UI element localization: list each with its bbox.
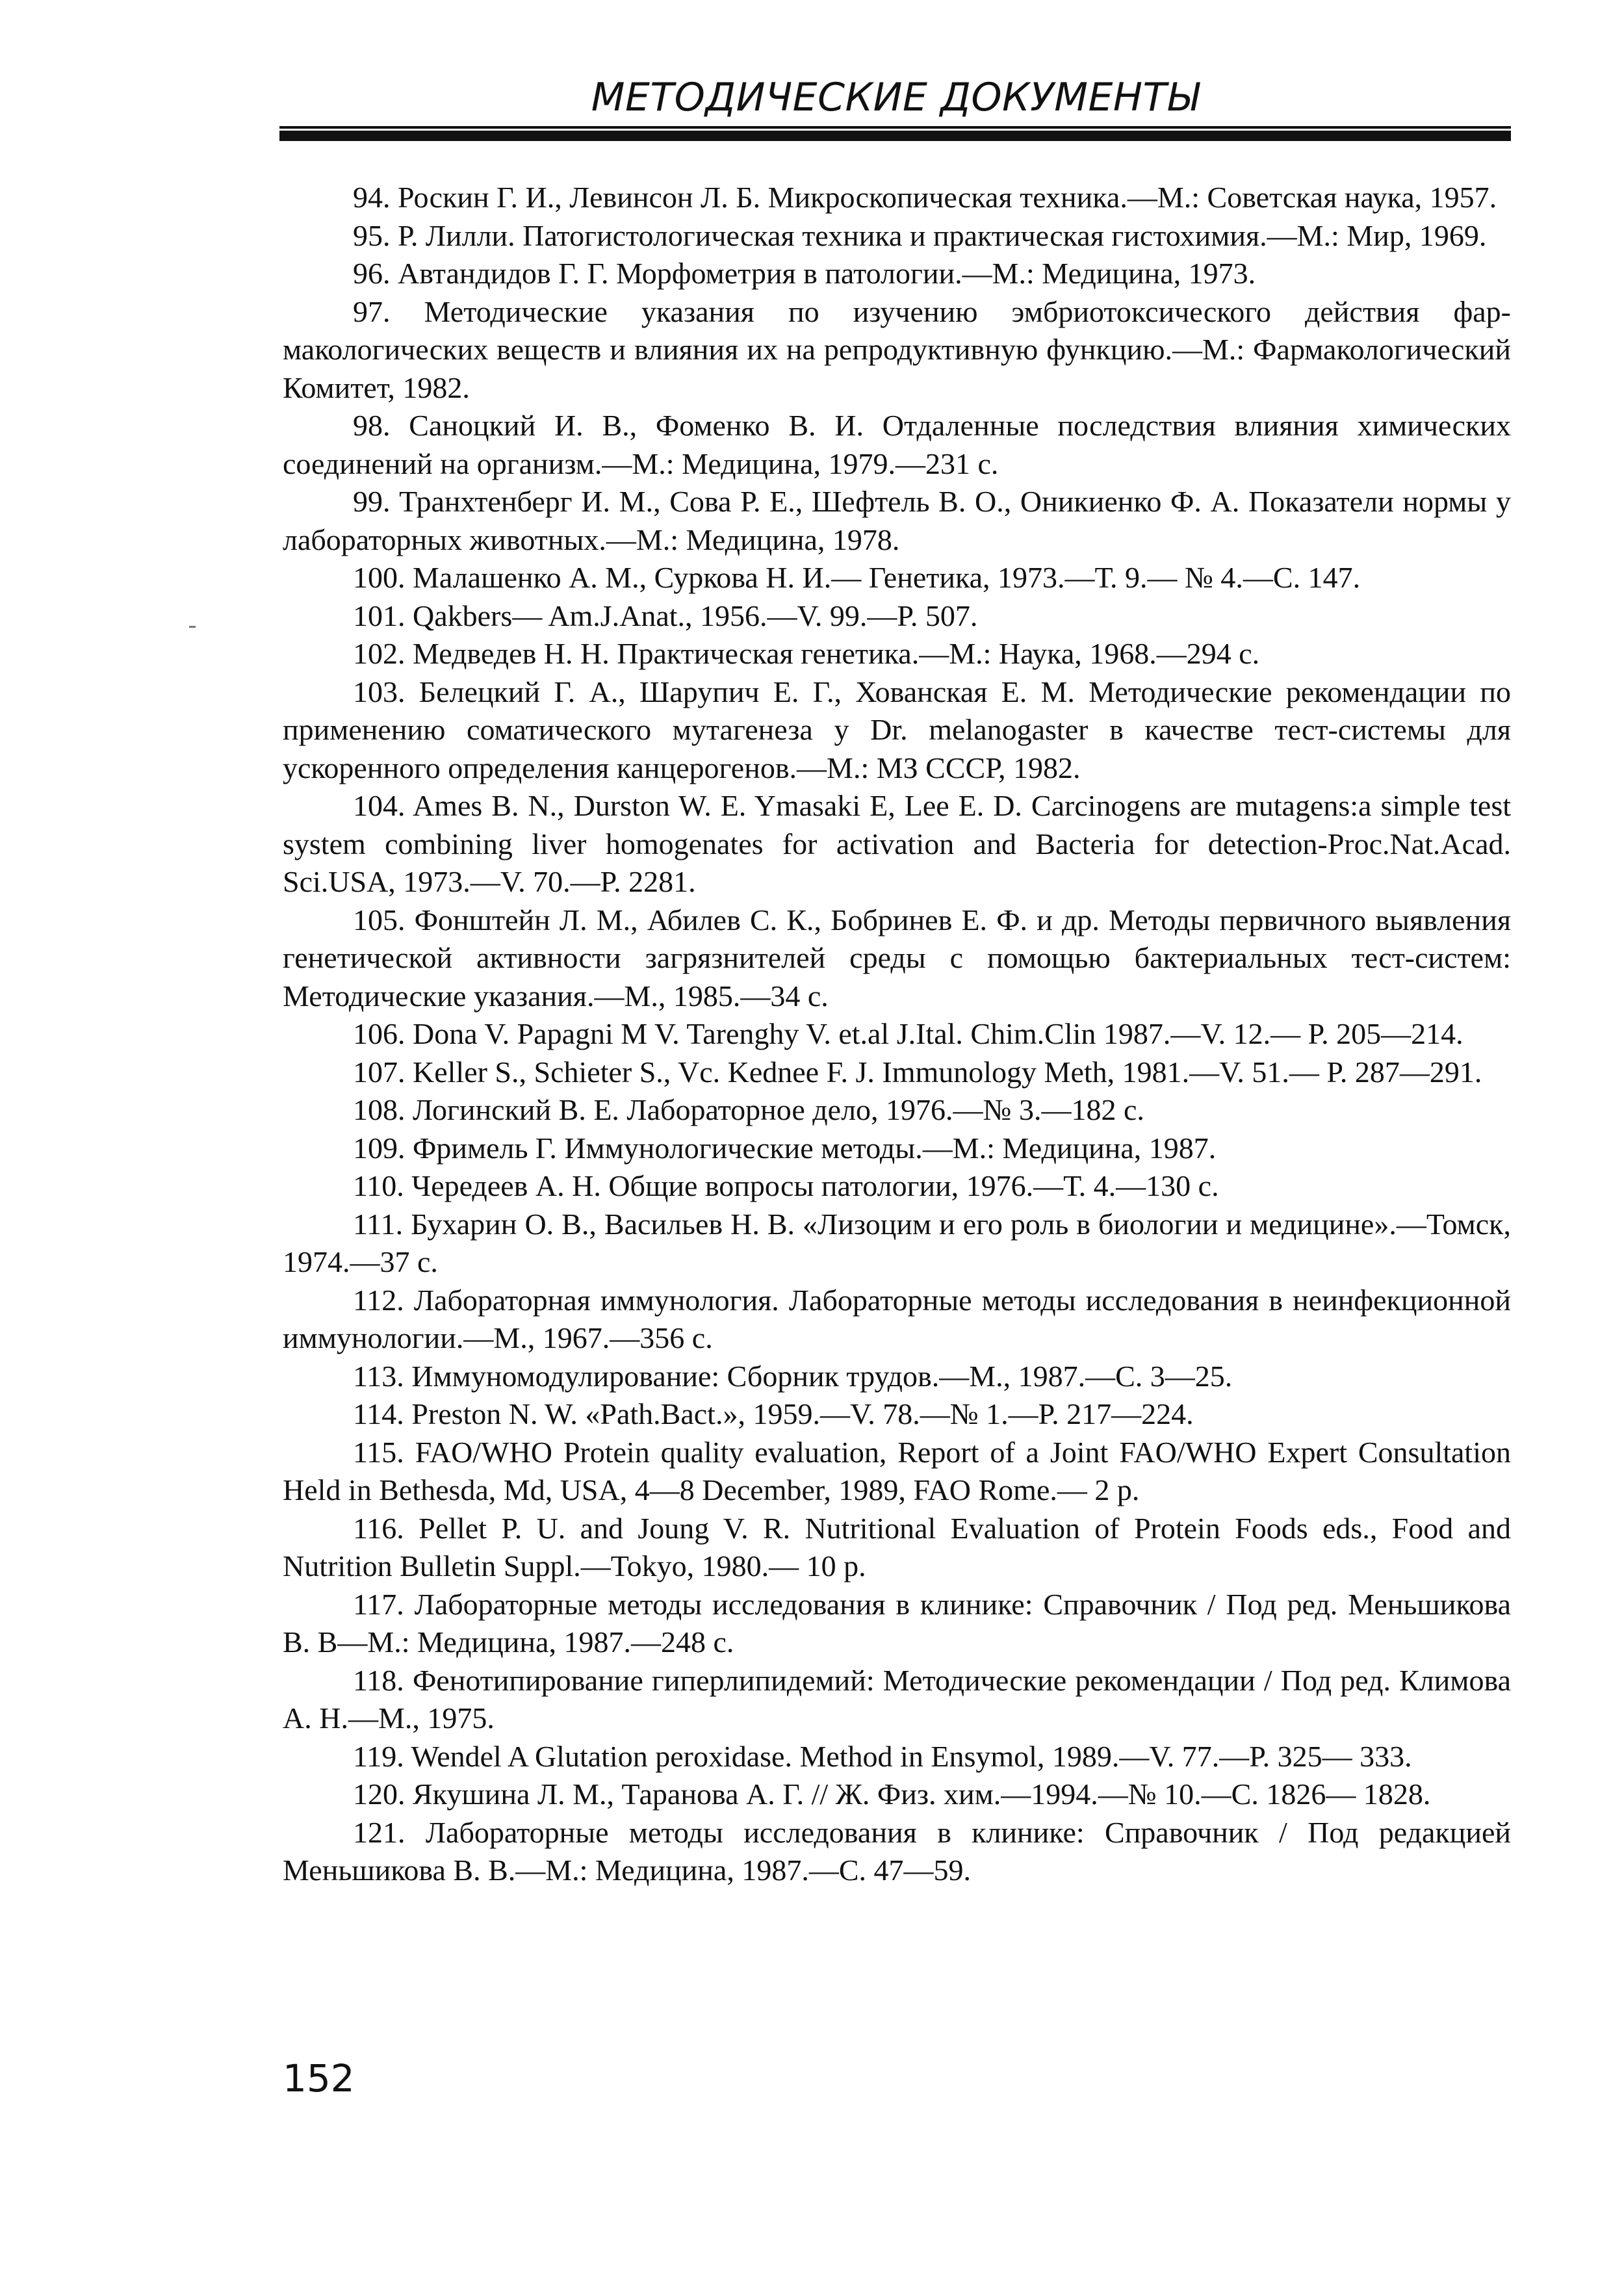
reference-item: 94. Роскин Г. И., Левинсон Л. Б. Микроскопическая техника.—М.: Советская наука, 1957. [353, 181, 1497, 214]
reference-item: 104. Ames B. N., Durston W. E. Ymasaki E, Lee E. D. Carcinogens are mutagens:a simple test system combining liver homogenates for activation and Bacteria for detection-Proc.Nat.Acad. Sci.USA, 1973.—V. 70.—P. 2281. [283, 789, 1511, 898]
header-rule-thick [279, 131, 1511, 141]
margin-mark [189, 626, 196, 628]
reference-item: 102. Медведев Н. Н. Практическая генетика.—М.: Наука, 1968.—294 с. [353, 637, 1260, 670]
reference-item: 121. Лабораторные методы исследования в клинике: Справочник / Под редакцией Меньшикова В. В.—М.: Медицина, 1987.—С. 47—59. [283, 1815, 1511, 1887]
reference-item: 114. Preston N. W. «Path.Bact.», 1959.—V. 78.—№ 1.—P. 217—224. [353, 1397, 1194, 1430]
reference-item: 100. Малашенко А. М., Суркова Н. И.— Генетика, 1973.—Т. 9.— № 4.—С. 147. [353, 561, 1361, 594]
reference-item: 107. Keller S., Schieter S., Vc. Kednee F. J. Immunology Meth, 1981.—V. 51.— P. 287—291. [353, 1055, 1482, 1089]
reference-item: 99. Транхтенберг И. М., Сова Р. Е., Шефтель В. О., Оникиенко Ф. А. Показатели нормы у лабораторных животных.—М.: Медицина, 1978. [283, 485, 1511, 556]
reference-item: 112. Лабораторная иммунология. Лабораторные методы исследования в неинфекционной иммунологии.—М., 1967.—356 с. [283, 1283, 1511, 1354]
reference-item: 119. Wendel A Glutation peroxidase. Method in Ensymol, 1989.—V. 77.—P. 325— 333. [353, 1739, 1412, 1773]
reference-item: 117. Лабораторные методы исследования в клинике: Справочник / Под ред. Меньшикова В. В—М.: Медицина, 1987.—248 с. [283, 1587, 1511, 1659]
reference-item: 106. Dona V. Papagni M V. Tarenghy V. et.al J.Ital. Chim.Clin 1987.—V. 12.— P. 205—214. [353, 1017, 1463, 1050]
reference-item: 110. Чередеев А. Н. Общие вопросы патологии, 1976.—Т. 4.—130 с. [353, 1169, 1219, 1202]
reference-item: 118. Фенотипирование гиперлипидемий: Методические рекомендации / Под ред. Климова А. Н.—М., 1975. [283, 1663, 1511, 1735]
reference-item: 109. Фримель Г. Иммунологические методы.—М.: Медицина, 1987. [353, 1131, 1217, 1165]
reference-item: 101. Qakbers— Am.J.Anat., 1956.—V. 99.—P. 507. [353, 599, 978, 632]
reference-item: 120. Якушина Л. М., Таранова А. Г. // Ж. Физ. хим.—1994.—№ 10.—С. 1826— 1828. [353, 1777, 1431, 1811]
reference-list [283, 179, 1511, 1890]
reference-item: 108. Логинский В. Е. Лабораторное дело, 1976.—№ 3.—182 с. [353, 1093, 1144, 1126]
reference-item: 97. Методические указания по изучению эмбриотоксического действия фармакологических веществ и влияния их на репродуктивную функцию.—М.: Фармакологический Комитет, 1982. [283, 294, 1511, 404]
reference-item: 111. Бухарин О. В., Васильев Н. В. «Лизоцим и его роль в биологии и медицине».—Томск, 1974.—37 с. [283, 1207, 1511, 1278]
running-header-title: МЕТОДИЧЕСКИЕ ДОКУМЕНТЫ [591, 75, 1200, 120]
page-number: 152 [283, 2056, 355, 2100]
reference-item: 95. Р. Лилли. Патогистологическая техника и практическая гистохимия.—М.: Мир, 1969. [353, 218, 1487, 252]
reference-item: 115. FAO/WHO Protein quality evaluation, Report of a Joint FAO/WHO Expert Consultation Held in Bethesda, Md, USA, 4—8 December, 1989, FAO Rome.— 2 p. [283, 1435, 1511, 1506]
reference-item: 113. Иммуномодулирование: Сборник трудов.—М., 1987.—С. 3—25. [353, 1359, 1233, 1393]
reference-item: 116. Pellet P. U. and Joung V. R. Nutritional Evaluation of Protein Foods eds., Food and Nutrition Bulletin Suppl.—Tokyo, 1980.— 10 p. [283, 1511, 1511, 1583]
reference-item: 103. Белецкий Г. А., Шарупич Е. Г., Хованская Е. М. Методические рекомендации по применению соматического мутагенеза у Dr. melanogaster в качестве тест-системы для ускоренного определения канцерогенов.—М.: МЗ СССР, 1982. [283, 675, 1511, 784]
header-rule-thin [279, 126, 1511, 129]
reference-item: 96. Автандидов Г. Г. Морфометрия в патологии.—М.: Медицина, 1973. [353, 257, 1256, 290]
running-header [279, 75, 1511, 140]
reference-item: 98. Саноцкий И. В., Фоменко В. И. Отдаленные последствия влияния химических соединений на организм.—М.: Медицина, 1979.—231 с. [283, 409, 1511, 480]
reference-item: 105. Фонштейн Л. М., Абилев С. К., Бобринев Е. Ф. и др. Методы первичного выявления генетической активности загрязнителей среды с помощью бактериальных тест-систем: Методические указания.—М., 1985.—34 с. [283, 903, 1511, 1013]
